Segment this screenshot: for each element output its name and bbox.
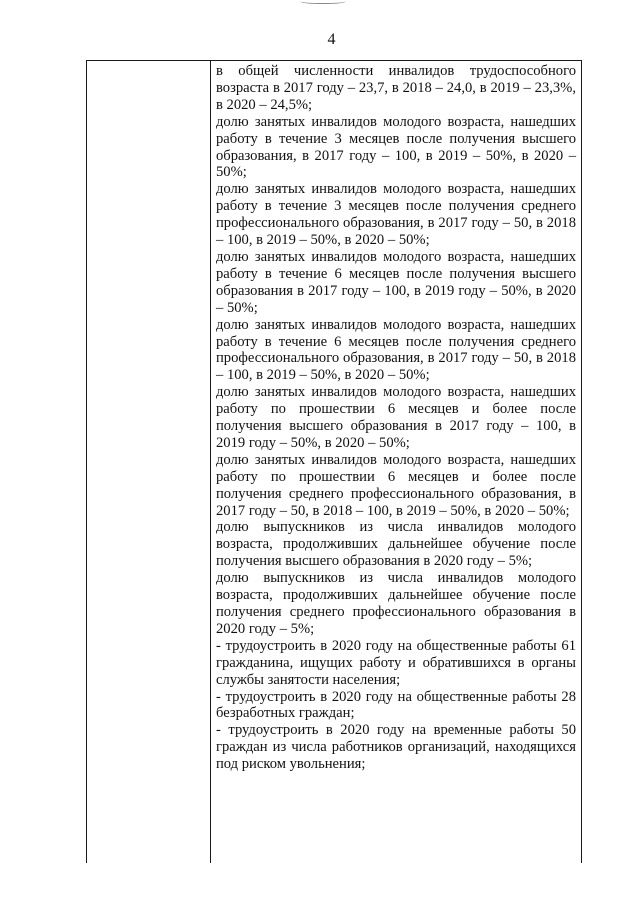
paragraph-employed-6m-higher-ed: долю занятых инвалидов молодого возраста, нашедших работу в течение 6 месяцев после получения высшего образования в 2017 году – 100, в 2019 году – 50%, в 2020 – 50%; [216,248,576,316]
paragraph-continued-study-vocational-ed: долю выпускников из числа инвалидов молодого возраста, продолживших дальнейшее обучение после получения среднего профессионального образования в 2020 году – 5%; [216,570,576,637]
paragraph-disabled-share-total: в общей численности инвалидов трудоспособного возраста в 2017 году – 23,7, в 2018 – 24,0, в 2019 – 23,3%, в 2020 – 24,5%; [216,63,576,113]
document-table [86,60,582,863]
paragraph-temporary-works-at-risk: - трудоустроить в 2020 году на временные работы 50 граждан из числа работников организаций, находящихся под риском увольнения; [216,722,576,773]
paragraph-employed-3m-vocational-ed: долю занятых инвалидов молодого возраста, нашедших работу в течение 3 месяцев после получения среднего профессионального образования, в 2017 году – 50, в 2018 – 100, в 2019 – 50%, в 2020 – 50%; [216,181,576,249]
paragraph-employed-3m-higher-ed: долю занятых инвалидов молодого возраста, нашедших работу в течение 3 месяцев после получения высшего образования, в 2017 году – 100, в 2019 – 50%, в 2020 – 50%; [216,113,576,181]
table-left-cell [87,61,211,864]
table-right-cell [211,61,582,864]
table-row [87,61,582,864]
indicators-text [211,61,581,773]
page-number: 4 [327,31,336,48]
paragraph-employed-6m-vocational-ed: долю занятых инвалидов молодого возраста, нашедших работу в течение 6 месяцев после получения среднего профессионального образования, в 2017 году – 50, в 2018 – 100, в 2019 – 50%, в 2020 – 50%; [216,316,576,384]
paragraph-public-works-unemployed: - трудоустроить в 2020 году на общественные работы 28 безработных граждан; [216,688,576,722]
scan-edge-mark [0,0,640,6]
paragraph-employed-after-6m-higher-ed: долю занятых инвалидов молодого возраста, нашедших работу по прошествии 6 месяцев и более после получения высшего образования в 2017 году – 100, в 2019 году – 50%, в 2020 – 50%; [216,384,576,451]
paragraph-public-works-job-seekers: - трудоустроить в 2020 году на общественные работы 61 гражданина, ищущих работу и обратившихся в органы службы занятости населения; [216,637,576,688]
paragraph-employed-after-6m-vocational-ed: долю занятых инвалидов молодого возраста, нашедших работу по прошествии 6 месяцев и более после получения среднего профессионального образования, в 2017 году – 50, в 2018 – 100, в 2019 – 50%, в 2020 – 50%; [216,451,576,519]
paragraph-continued-study-higher-ed: долю выпускников из числа инвалидов молодого возраста, продолживших дальнейшее обучение после получения высшего образования в 2020 году – 5%; [216,519,576,570]
